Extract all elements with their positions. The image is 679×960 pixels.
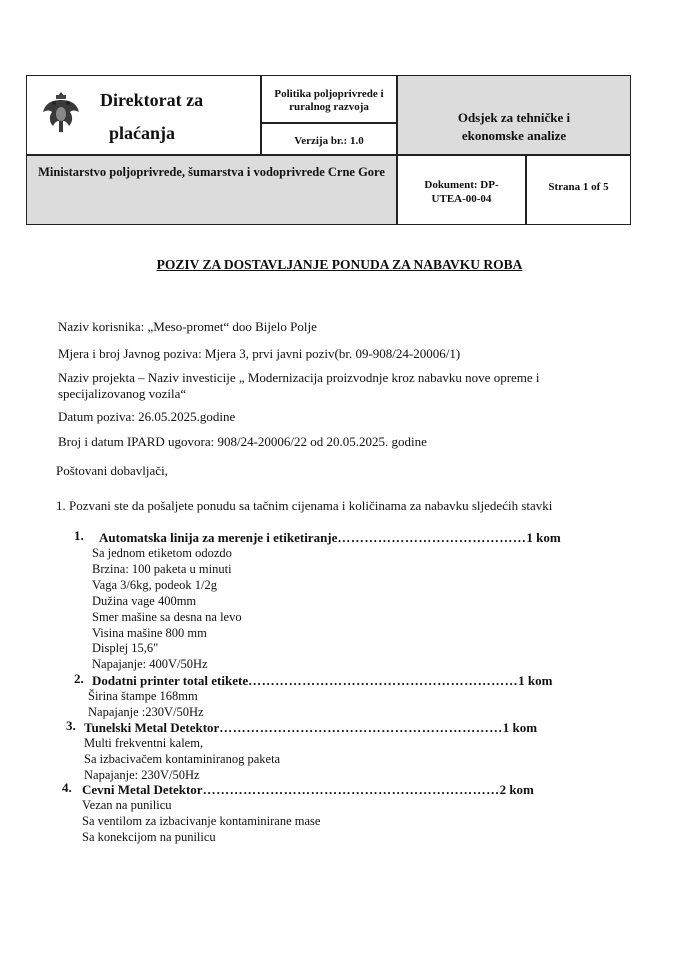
item-dots: …………………………………………………… bbox=[248, 673, 519, 688]
spec-line: Napajanje: 400V/50Hz bbox=[92, 657, 208, 672]
spec-line: Displej 15,6" bbox=[92, 641, 159, 656]
item-specs bbox=[88, 689, 204, 721]
directorate-title-line2: plaćanja bbox=[109, 123, 176, 143]
item-number: 4. bbox=[62, 780, 72, 795]
item-quantity: 1 kom bbox=[526, 530, 561, 545]
document-header bbox=[26, 75, 631, 225]
spec-line: Sa ventilom za izbacivanje kontaminirane mase bbox=[82, 813, 321, 828]
greeting: Poštovani dobavljači, bbox=[56, 463, 168, 478]
spec-line: Vezan na punilicu bbox=[82, 798, 172, 812]
coat-of-arms-icon bbox=[41, 88, 81, 136]
item-quantity: 1 kom bbox=[502, 720, 538, 735]
project-line-2: specijalizovanog vozila“ bbox=[58, 386, 187, 401]
document-code: Dokument: DP-UTEA-00-04 bbox=[424, 179, 499, 205]
spec-line: Sa jednom etiketom odozdo bbox=[92, 546, 232, 560]
item-specs bbox=[92, 546, 242, 673]
document-cell bbox=[397, 155, 526, 225]
item-name: Automatska linija za merenje i etiketiranje bbox=[99, 530, 338, 545]
item-number: 2. bbox=[74, 671, 84, 686]
item-name: Tunelski Metal Detektor bbox=[84, 720, 220, 735]
ministry-text: Ministarstvo poljoprivrede, šumarstva i vodoprivrede Crne Gore bbox=[38, 165, 385, 179]
spec-line: Multi frekventni kalem, bbox=[84, 736, 204, 750]
page-cell bbox=[526, 155, 631, 225]
version-cell bbox=[261, 123, 397, 155]
directorate-title-line1: Direktorat za bbox=[100, 90, 204, 110]
spec-line: Sa konekcijom na punilicu bbox=[82, 829, 216, 844]
spec-line: Visina mašine 800 mm bbox=[92, 625, 207, 640]
department-text: Odsjek za tehničke i ekonomske analize bbox=[457, 110, 571, 143]
item-name: Dodatni printer total etikete bbox=[92, 673, 249, 688]
contract-line: Broj i datum IPARD ugovora: 908/24-20006/22 od 20.05.2025. godine bbox=[58, 434, 427, 449]
project-line-1: Naziv projekta – Naziv investicije „ Modernizacija proizvodnje kroz nabavku nove opreme i bbox=[58, 370, 540, 385]
item-specs bbox=[82, 798, 320, 846]
beneficiary-line: Naziv korisnika: „Meso-promet“ doo Bijelo Polje bbox=[58, 319, 317, 334]
date-line: Datum poziva: 26.05.2025.godine bbox=[58, 409, 236, 424]
item-name: Cevni Metal Detektor bbox=[82, 782, 203, 797]
item-dots: ………………………………………………………… bbox=[202, 782, 500, 797]
item-heading bbox=[84, 720, 537, 736]
spec-line: Napajanje :230V/50Hz bbox=[88, 704, 204, 719]
policy-cell bbox=[261, 75, 397, 123]
spec-line: Napajanje: 230V/50Hz bbox=[84, 767, 200, 782]
item-quantity: 1 kom bbox=[518, 673, 553, 688]
item-heading bbox=[82, 782, 534, 798]
item-specs bbox=[84, 736, 280, 784]
item-dots: …………………………………… bbox=[337, 530, 527, 545]
item-heading bbox=[99, 530, 561, 546]
item-number: 1. bbox=[74, 528, 84, 543]
item-quantity: 2 kom bbox=[499, 782, 534, 797]
intro-text: 1. Pozvani ste da pošaljete ponudu sa tačnim cijenama i količinama za nabavku sljedećih stavki bbox=[56, 498, 553, 513]
page-title: POZIV ZA DOSTAVLJANJE PONUDA ZA NABAVKU ROBA bbox=[156, 257, 523, 272]
version-text: Verzija br.: 1.0 bbox=[294, 135, 364, 147]
spec-line: Širina štampe 168mm bbox=[88, 689, 198, 703]
department-cell bbox=[397, 75, 631, 155]
item-dots: ……………………………………………………… bbox=[219, 720, 503, 735]
ministry-cell bbox=[26, 155, 397, 225]
spec-line: Vaga 3/6kg, podeok 1/2g bbox=[92, 577, 217, 592]
item-number: 3. bbox=[66, 718, 76, 733]
policy-text: Politika poljoprivrede i ruralnog razvoja bbox=[274, 88, 384, 113]
spec-line: Smer mašine sa desna na levo bbox=[92, 609, 242, 624]
item-heading bbox=[92, 673, 552, 689]
measure-line: Mjera i broj Javnog poziva: Mjera 3, prvi javni poziv(br. 09-908/24-20006/1) bbox=[58, 346, 461, 361]
page-number: Strana 1 of 5 bbox=[548, 181, 609, 193]
directorate-cell bbox=[26, 75, 261, 155]
spec-line: Brzina: 100 paketa u minuti bbox=[92, 561, 232, 576]
spec-line: Sa izbacivačem kontaminiranog paketa bbox=[84, 751, 281, 766]
spec-line: Dužina vage 400mm bbox=[92, 593, 197, 608]
